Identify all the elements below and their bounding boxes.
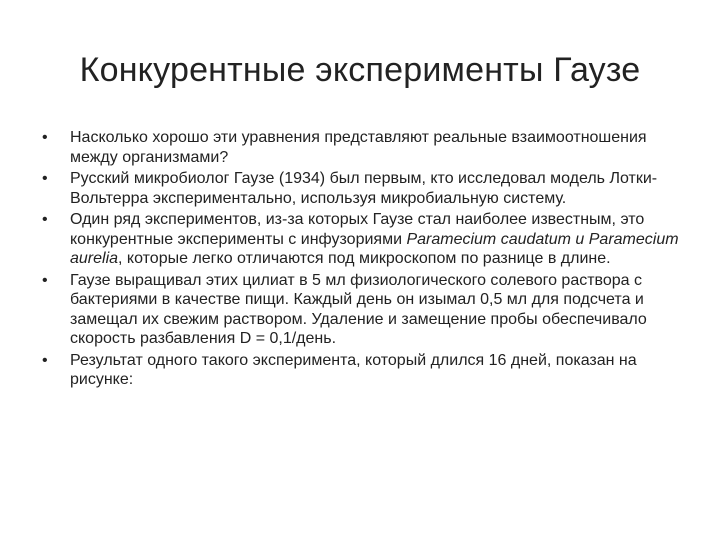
bullet-icon: •: [42, 351, 48, 369]
bullet-text-before: Один ряд экспериментов, из-за которых Гаузе стал наиболее известным, это конкурентные эксперименты с инфузориями: [70, 211, 645, 248]
species-names-italic: Paramecium caudatum и Paramecium aurelia: [70, 230, 679, 267]
bullet-list: [42, 128, 682, 392]
slide-title: Конкурентные эксперименты Гаузе: [79, 51, 641, 89]
bullet-item-5: [42, 351, 682, 390]
bullet-text: Насколько хорошо эти уравнения представляют реальные взаимоотношения между организмами?: [70, 129, 647, 166]
bullet-icon: •: [42, 271, 48, 289]
bullet-item-3: [42, 210, 682, 269]
bullet-text: Русский микробиолог Гаузе (1934) был первым, кто исследовал модель Лотки-Вольтерра экспериментально, используя микробиальную систему.: [70, 170, 658, 207]
bullet-item-4: [42, 271, 682, 349]
bullet-item-1: [42, 128, 682, 167]
bullet-icon: •: [42, 211, 48, 228]
bullet-item-2: [42, 169, 682, 208]
bullet-text: Результат одного такого эксперимента, который длился 16 дней, показан на рисунке:: [70, 351, 637, 388]
bullet-text-after: , которые легко отличаются под микроскопом по разнице в длине.: [118, 250, 611, 267]
bullet-text: Гаузе выращивал этих цилиат в 5 мл физиологического солевого раствора с бактериями в качестве пищи. Каждый день он изымал 0,5 мл для подсчета и замещал их свежим раствором. Удаление и замещение пробы обеспечивало скорость разбавления D = 0,1/день.: [70, 271, 647, 347]
bullet-icon: •: [42, 129, 48, 146]
bullet-icon: •: [42, 170, 48, 187]
